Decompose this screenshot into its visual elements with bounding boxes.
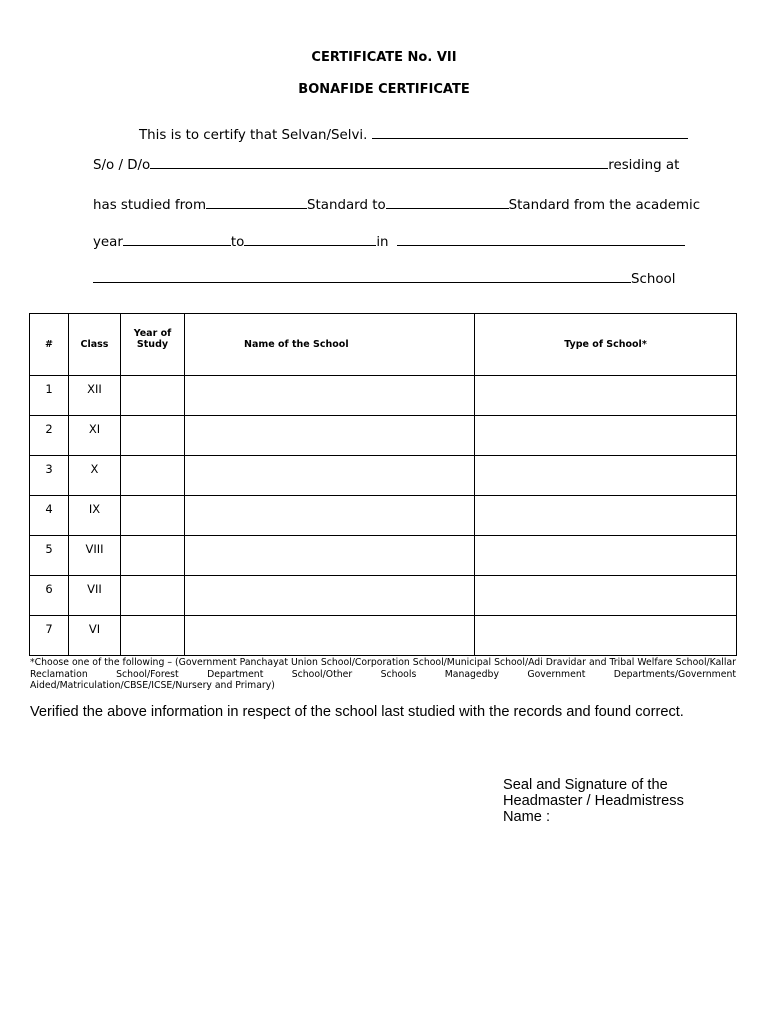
school-name-cell[interactable]: [185, 416, 475, 456]
signature-name-label: Name :: [503, 809, 551, 825]
row-number-cell: [30, 576, 69, 616]
table-row: [30, 416, 737, 456]
row-number-cell: [30, 496, 69, 536]
school-type-cell[interactable]: [475, 456, 737, 496]
row-class: VIII: [85, 542, 104, 556]
row-number-cell: [30, 456, 69, 496]
school-line: [93, 269, 675, 289]
year-cell[interactable]: [121, 536, 185, 576]
row-class: XII: [87, 382, 102, 396]
school-name-cell[interactable]: [185, 576, 475, 616]
school-history-table: [29, 313, 737, 656]
row-class: XI: [88, 422, 101, 436]
certificate-title: BONAFIDE CERTIFICATE: [298, 82, 470, 97]
school-name-cell[interactable]: [185, 456, 475, 496]
row-class: VII: [87, 582, 102, 596]
school-type-cell[interactable]: [475, 496, 737, 536]
school-type-cell[interactable]: [475, 416, 737, 456]
row-number: 3: [45, 462, 53, 476]
intro-line: [139, 125, 688, 145]
parent-name-blank[interactable]: [150, 155, 608, 169]
row-class-cell: [69, 576, 121, 616]
table-row: [30, 616, 737, 656]
year-to-blank[interactable]: [244, 232, 376, 246]
table-header-row: [30, 314, 737, 376]
row-class: VI: [88, 622, 101, 636]
header-class: Class: [69, 314, 121, 376]
year-to-label: to: [230, 235, 245, 250]
row-number: 6: [45, 582, 53, 596]
school-name-cell[interactable]: [185, 376, 475, 416]
row-class-cell: [69, 496, 121, 536]
row-class-cell: [69, 376, 121, 416]
parent-line: [93, 155, 679, 175]
row-class-cell: [69, 536, 121, 576]
header-year-of-study-text: Year of Study: [133, 327, 172, 350]
row-number-cell: [30, 536, 69, 576]
row-class-cell: [69, 616, 121, 656]
studied-from-label: has studied from: [93, 198, 207, 213]
row-number: 2: [45, 422, 53, 436]
intro-text: This is to certify that Selvan/Selvi.: [139, 128, 368, 143]
table-row: [30, 496, 737, 536]
school-label: School: [631, 272, 676, 287]
year-from-blank[interactable]: [123, 232, 231, 246]
row-class-cell: [69, 456, 121, 496]
row-number: 4: [45, 502, 53, 516]
row-number-cell: [30, 416, 69, 456]
year-cell[interactable]: [121, 416, 185, 456]
verification-statement: Verified the above information in respect of the school last studied with the records and found correct.: [30, 704, 684, 720]
residing-label: residing at: [608, 158, 680, 173]
header-school-type: Type of School*: [475, 314, 737, 376]
studied-line: [93, 195, 700, 215]
row-class: IX: [88, 502, 101, 516]
academic-label: Standard from the academic: [508, 198, 701, 213]
school-type-cell[interactable]: [475, 576, 737, 616]
year-cell[interactable]: [121, 456, 185, 496]
school-type-footnote: *Choose one of the following – (Government Panchayat Union School/Corporation School/Municipal School/Adi Dravidar and Tribal Welfare School/Kallar Reclamation School/Forest Department School/Other Schools Managedby Government Departments/Government Aided/Matriculation/CBSE/ICSE/Nursery and Primary): [30, 657, 736, 692]
signature-line-1: Seal and Signature of the: [503, 777, 668, 793]
school-location-blank[interactable]: [397, 232, 685, 246]
row-class: X: [90, 462, 99, 476]
row-number: 7: [45, 622, 53, 636]
certificate-number: CERTIFICATE No. VII: [311, 50, 457, 65]
standard-to-label: Standard to: [307, 198, 386, 213]
year-cell[interactable]: [121, 496, 185, 536]
row-number: 5: [45, 542, 53, 556]
school-type-cell[interactable]: [475, 376, 737, 416]
header-school-name: Name of the School: [185, 314, 475, 376]
school-name-cell[interactable]: [185, 616, 475, 656]
row-class-cell: [69, 416, 121, 456]
in-label: in: [376, 235, 389, 250]
year-cell[interactable]: [121, 616, 185, 656]
year-label: year: [93, 235, 123, 250]
year-cell[interactable]: [121, 576, 185, 616]
student-name-blank[interactable]: [372, 125, 688, 139]
to-standard-blank[interactable]: [386, 195, 509, 209]
school-type-cell[interactable]: [475, 536, 737, 576]
year-cell[interactable]: [121, 376, 185, 416]
row-number-cell: [30, 376, 69, 416]
school-name-cell[interactable]: [185, 496, 475, 536]
school-type-cell[interactable]: [475, 616, 737, 656]
table-row: [30, 576, 737, 616]
school-name-cell[interactable]: [185, 536, 475, 576]
header-year-of-study: [121, 314, 185, 376]
table-row: [30, 456, 737, 496]
header-number: #: [30, 314, 69, 376]
signature-line-2: Headmaster / Headmistress: [503, 793, 684, 809]
year-line: [93, 232, 685, 252]
table-row: [30, 536, 737, 576]
parent-label: S/o / D/o: [93, 158, 151, 173]
from-standard-blank[interactable]: [206, 195, 307, 209]
row-number: 1: [45, 382, 53, 396]
row-number-cell: [30, 616, 69, 656]
school-name-blank[interactable]: [93, 269, 631, 283]
table-row: [30, 376, 737, 416]
